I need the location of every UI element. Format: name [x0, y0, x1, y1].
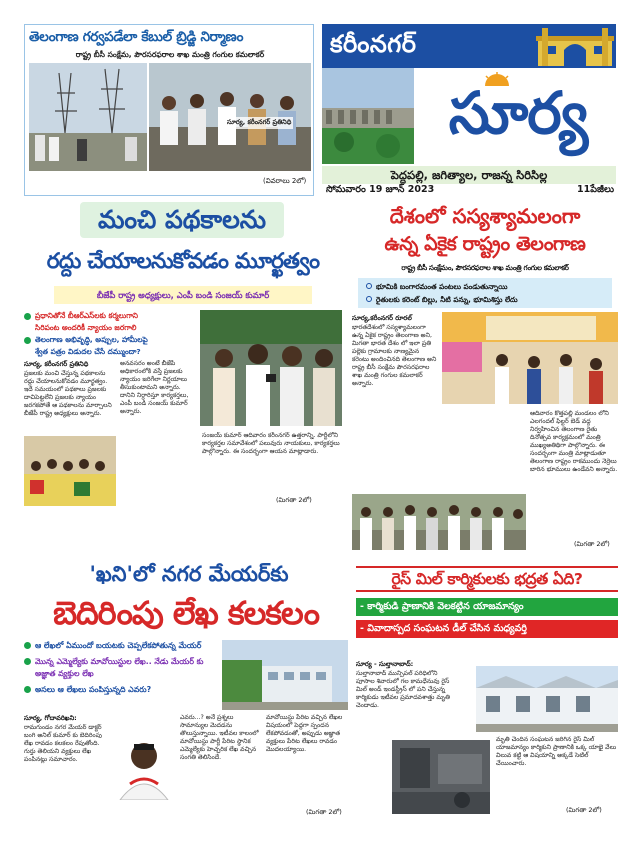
welfare-body-col3: సంజయ్ కుమార్ ఆదివారం కరీంనగర్ ఉత్తరాన్ని. పార్టీలోని కార్యకర్తల సమావేశంలో పలువురు నాయకులు, కార్యకర్తలు పాల్గొన్నారు. ఈ సందర్భంగా ఆయన మాట్లాడారు.	[202, 432, 340, 455]
top-story-reporter: సూర్య, కరీంనగర్ ప్రతినిధి	[225, 117, 293, 129]
mayor-bullet-2: మొన్న ఎమ్మెల్యేకు మావోయిస్టుల లేఖ.. నేడు మేయర్ కు అజ్ఞాత వ్యక్తుల లేఖ	[24, 656, 220, 680]
rice-mill-photo-interior	[392, 740, 490, 814]
mayor-kicker: 'ఖని'లో నగర మేయర్‌కు	[89, 562, 289, 586]
top-story	[24, 24, 314, 196]
masthead-city: కరీంనగర్	[330, 30, 417, 58]
story-welfare	[24, 200, 342, 552]
charminar-gate-icon	[536, 26, 614, 66]
welfare-bullet-2: సిరిపంట అందరికీ న్యాయం జరగాలి	[35, 323, 137, 332]
mayor-photo-building	[222, 640, 348, 710]
telangana-dot-1	[366, 283, 372, 289]
welfare-photo-crowd	[24, 436, 116, 506]
mayor-bullets	[24, 640, 220, 696]
rice-mill-point-1: - కార్మికుడి ప్రాణానికి వెలకట్టిన యాజమాన్యం	[356, 598, 618, 616]
telangana-point-1: భూమికి బంగారమంత పంటలు పండుతున్నాయి	[376, 282, 508, 291]
top-story-continued: (వివరాలు 2లో)	[263, 177, 307, 185]
telangana-dateline: సూర్య,కరీంనగర్ రూరల్	[352, 314, 412, 322]
mayor-bullet-3: అసలు ఆ లేఖలు పంపిస్తున్నది ఎవరు?	[24, 684, 220, 696]
story-mayor	[24, 558, 348, 820]
masthead-date: సోమవారం 19 జూన్ 2023	[326, 184, 435, 195]
rice-mill-continued: (మిగతా 2లో)	[566, 806, 602, 814]
telangana-subline: రాష్ట్ర బీసీ సంక్షేమం, పౌరసరఫరాల శాఖ మంత్రి గంగుల కమలాకర్	[401, 264, 569, 272]
masthead-dam-photo	[322, 68, 414, 164]
mayor-headline: బెదిరింపు లేఖ కలకలం	[53, 594, 319, 632]
rice-mill-body-col1: సుల్తానాబాద్ మున్సిపల్ పరిధిలోని పూసాల శివారులో గల కామధేనువు రైస్ మిల్ అండ్ ఇండస్ట్రీస్ లో పని చేస్తున్న కార్మికుడు ఇటీవల ప్రమాదవశాత్తు మృతి చెందాడు.	[356, 670, 450, 709]
top-story-subline: రాష్ట్ర బీసీ సంక్షేమ, పౌరసరఫరాల శాఖ మంత్రి గంగుల కమలాకర్	[75, 50, 265, 59]
mayor-photo-portrait	[112, 734, 176, 800]
telangana-body-col2: ఆదివారం కొత్తపల్లి మండలం లోని ఎలగందల్ ఫిల్టర్ బెడ్ వద్ద నిర్వహించిన తెలంగాణ రైతు దినోత్సవ కార్యక్రమంలో మంత్రి ముఖ్యఅతిథిగా పాల్గొన్నారు. ఈ సందర్భంగా మంత్రి మాట్లాడుతూ తెలంగాణ రాష్ట్రం రాకముందు నెర్రెలు బారిన భూములు ఉండేవని అన్నారు.	[530, 410, 618, 473]
rice-mill-dateline: సూర్య - సుల్తానాబాద్:	[356, 660, 414, 668]
masthead	[322, 24, 616, 196]
welfare-photo-leaders	[200, 310, 342, 426]
welfare-continued: (మిగతా 2లో)	[276, 496, 312, 504]
bullet-dot-icon	[24, 313, 31, 320]
masthead-name: సూర్య	[448, 79, 588, 147]
mayor-continued: (మిగతా 2లో)	[306, 808, 342, 816]
welfare-body-col2: అనవసరం అంటే బీజేపీ అధికారంలోకి వస్తే ప్రజలకు న్యాయం జరిగేలా నిర్ణయాలు తీసుకుంటామని అన్నారు. దానిని నిర్ధారిస్తూ కార్యకర్తలు, ఎంపీ బండి సంజయ్ కుమార్ అన్నారు.	[120, 360, 189, 415]
top-story-headline: తెలంగాణ గర్వపడేలా కేబుల్ బ్రిడ్జి నిర్మాణం	[29, 29, 244, 45]
mayor-dateline: సూర్య, గోదావరిఖని:	[24, 714, 77, 722]
welfare-bullet-1: ప్రధానితోనే బీఆర్ఎస్‌లకు కర్మలుగాని	[24, 310, 196, 322]
mayor-body-col1: రామగుండం నగర మేయర్ డాక్టర్ బంగి అనిల్ కుమార్ కు బెదిరింపు లేఖ రావడం కలకలం రేపుతోంది. గుర్తు తెలియని వ్యక్తులు లేఖ పంపినట్లు సమాచారం.	[24, 724, 102, 763]
welfare-headline-line2: రద్దు చేయాలనుకోవడం మూర్ఖత్వం	[46, 249, 320, 274]
telangana-headline-line1: దేశంలో సస్యశ్యామలంగా	[389, 204, 581, 228]
mayor-bullet-1: ఆ లేఖలో ఏముందో బయటకు చెప్పలేకపోతున్న మేయర్	[24, 640, 220, 652]
telangana-photo-crowd	[352, 494, 526, 550]
rice-mill-headline: రైస్ మిల్ కార్మికులకు భద్రత ఏది?	[391, 570, 583, 588]
story-telangana	[352, 200, 618, 560]
rice-mill-photo-factory	[476, 666, 618, 732]
mayor-body-col2: ఎవరు...? అనే ప్రశ్నలు సామాన్యుల మెదడను తొలుస్తున్నాయి. ఇటీవల కాలంలో మావోయిస్టు పార్టీ పేరిట స్థానిక ఎమ్మెల్యేకు హెచ్చరిక లేఖ వచ్చిన సంగతి తెలిసిందే.	[180, 714, 259, 761]
rice-mill-body-col2: మృతి చెందిన సంఘటన జరిగిన రైస్ మిల్ యాజమాన్యం కార్మికుని ప్రాణానికి ఒక్క యాభై వేలు విలువ కట్టి ఆ విషయాన్ని అక్కడే సెటిల్ చేయించారు.	[496, 736, 617, 767]
telangana-body-col1: భారతదేశంలో సస్యశ్యామలంగా ఉన్న ఏకైక రాష్ట్రం తెలంగాణ అని, మిగతా భారత దేశం లో ఇలా ప్రతి పల్లెకు గ్రామాలకు నాణ్యమైన కరెంటు అందించినది తెలంగాణ అని రాష్ట్ర బీసీ సంక్షేమ పౌరసరఫరాల శాఖ మంత్రి గంగుల కమలాకర్ అన్నారు.	[352, 324, 437, 387]
welfare-dateline: సూర్య, కరీంనగర్ ప్రతినిధి	[24, 360, 89, 368]
welfare-bullet-3: తెలంగాణ అభివృద్ధి, అప్పుల, హామీలపై	[24, 334, 196, 346]
bullet-dot-icon	[24, 642, 31, 649]
welfare-subhead: బీజేపీ రాష్ట్ర అధ్యక్షులు, ఎంపీ బండి సంజయ్ కుమార్	[54, 286, 312, 304]
telangana-continued: (మిగతా 2లో)	[574, 540, 610, 548]
bullet-dot-icon	[24, 658, 31, 665]
rice-mill-point-2: - వివాదాస్పద సంఘటన డీల్ చేసిన మధ్యవర్తి	[356, 620, 618, 638]
telangana-point-2: రైతులకు కరెంట్ బిల్లు, నీటి పన్ను, భూమిశిస్తు లేదు	[376, 295, 518, 304]
masthead-pages: 11పేజీలు	[577, 184, 614, 195]
story-rice-mill	[356, 566, 618, 820]
welfare-headline-line1: మంచి పథకాలను	[97, 205, 266, 234]
welfare-bullet-4: శ్వేత పత్రం విడుదల చేసే దమ్ముందా?	[35, 347, 141, 356]
telangana-photo-event	[442, 312, 618, 404]
telangana-dot-2	[366, 296, 372, 302]
bullet-dot-icon	[24, 686, 31, 693]
bullet-dot-icon	[24, 337, 31, 344]
top-story-photo-pylons	[29, 63, 147, 171]
welfare-bullets	[24, 310, 196, 358]
mayor-body-col3: మావోయిస్టు పేరిట వచ్చిన లేఖల విషయంలో పెద్దగా స్పందన లేకపోవడంతో, అప్పుడు అజ్ఞాత వ్యక్తులు పేరిట లేఖలు రావడం మొదలయ్యాయి.	[266, 714, 343, 753]
welfare-body-col1: ప్రజలకు మంచి చేస్తున్న పథకాలను రద్దు చేయాలనుకోవడం మూర్ఖత్వం. ఇదే సమయంలో పథకాలు ప్రజలకు దాచిపెట్టలేని ప్రజలకు న్యాయం జరగకపోతే ఆ పథకాలను మార్చాలని బీజేపీ రాష్ట్ర అధ్యక్షులు అన్నారు.	[24, 370, 112, 417]
masthead-districts: పెద్దపల్లి, జగిత్యాల, రాజన్న సిరిసిల్ల	[322, 166, 616, 184]
telangana-headline-line2: ఉన్న ఏకైక రాష్ట్రం తెలంగాణ	[384, 233, 586, 255]
